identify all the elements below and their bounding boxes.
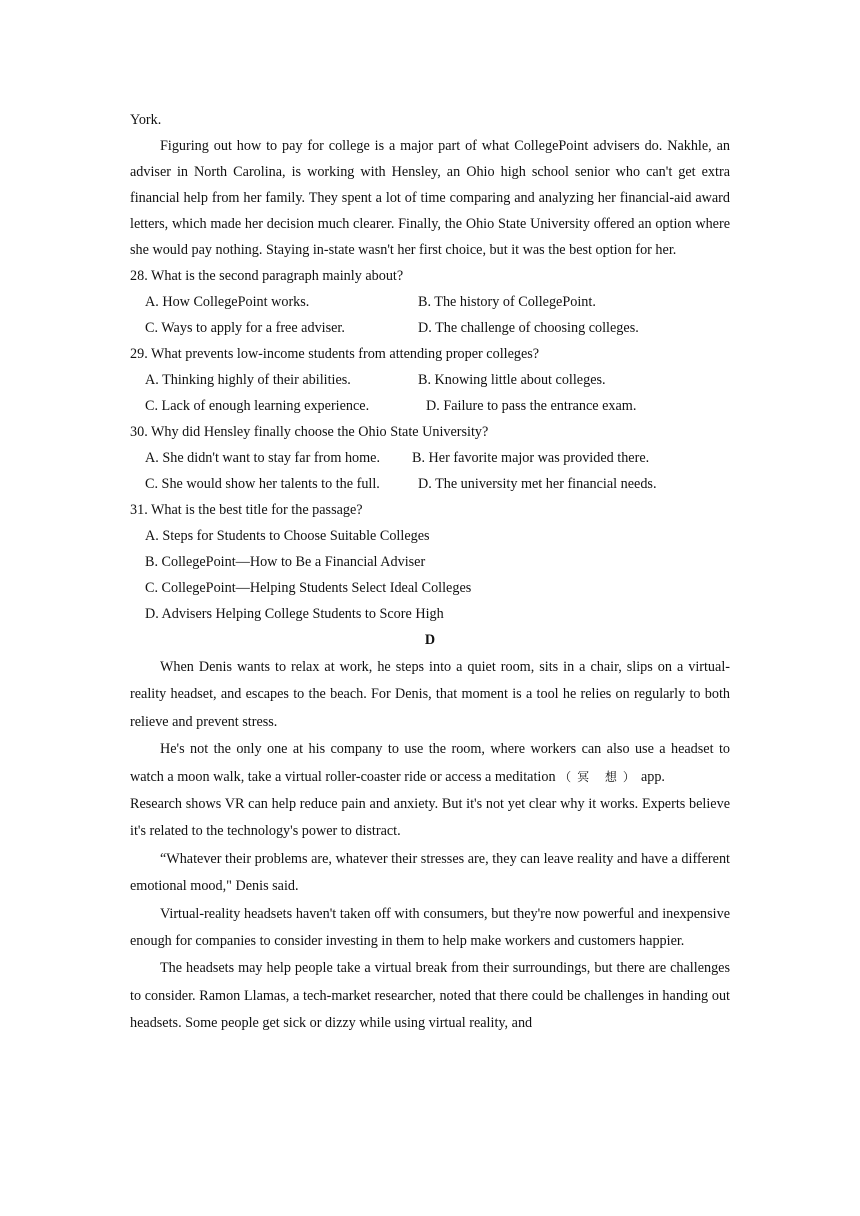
option-a: A. She didn't want to stay far from home. <box>145 450 381 466</box>
question-29 <box>130 341 730 419</box>
paragraph-2-continued: Research shows VR can help reduce pain and anxiety. But it's not yet clear why it works. Experts believe it's related to the technology's power to distract. <box>130 796 730 840</box>
paragraph-4: Virtual-reality headsets haven't taken off with consumers, but they're now powerful and inexpensive enough for companies to consider investing in them to help make workers and customers happier. <box>130 905 730 950</box>
question-28 <box>130 263 730 341</box>
section-heading: D <box>424 632 436 648</box>
option-a: A. Thinking highly of their abilities. <box>145 372 351 388</box>
paragraph-5: The headsets may help people take a virtual break from their surroundings, but there are challenges to consider. Ramon Llamas, a tech-market researcher, noted that there could be challenges in handing out headsets. Some people get sick or dizzy while using virtual reality, and <box>130 960 730 1032</box>
option-row <box>130 471 730 497</box>
option-b: B. The history of CollegePoint. <box>418 294 596 310</box>
option-d: D. The challenge of choosing colleges. <box>418 320 639 336</box>
question-stem: 31. What is the best title for the passage? <box>130 502 363 518</box>
option-row <box>130 315 730 341</box>
question-stem: 28. What is the second paragraph mainly about? <box>130 268 404 284</box>
question-stem: 29. What prevents low-income students from attending proper colleges? <box>130 346 540 362</box>
option-d: D. Failure to pass the entrance exam. <box>426 398 637 414</box>
option-row <box>130 367 730 393</box>
option-b: B. Her favorite major was provided there. <box>412 450 650 466</box>
option-row <box>130 445 730 471</box>
question-31 <box>130 497 730 627</box>
option-b: B. CollegePoint—How to Be a Financial Adviser <box>145 554 426 570</box>
paragraph-advisers: Figuring out how to pay for college is a major part of what CollegePoint advisers do. Nakhle, an adviser in North Carolina, is working with Hensley, an Ohio high school senior who can't get extra financial help from her family. They spent a lot of time comparing and analyzing her financial-aid award letters, which made her decision much clearer. Finally, the Ohio State University offered an option where she would pay nothing. Staying in-state wasn't her first choice, but it was the best option for her. <box>130 138 730 258</box>
paragraph-2-end: app. <box>640 768 665 785</box>
option-row <box>130 289 730 315</box>
question-stem: 30. Why did Hensley finally choose the Ohio State University? <box>130 424 489 440</box>
paragraph-1: When Denis wants to relax at work, he steps into a quiet room, sits in a chair, slips on a virtual-reality headset, and escapes to the beach. For Denis, that moment is a tool he relies on regularly to both relieve and prevent stress. <box>130 659 730 730</box>
option-b: B. Knowing little about colleges. <box>418 372 606 388</box>
question-30 <box>130 419 730 497</box>
option-a: A. Steps for Students to Choose Suitable Colleges <box>145 528 430 544</box>
paragraph-2 <box>130 736 730 791</box>
document-page <box>130 107 730 1038</box>
option-row <box>130 393 730 419</box>
option-d: D. Advisers Helping College Students to Score High <box>145 606 444 622</box>
section-d <box>130 627 730 1038</box>
meditation-gloss: （冥 想） <box>559 769 641 784</box>
option-d: D. The university met her financial needs. <box>418 476 657 492</box>
paragraph-2-text: He's not the only one at his company to use the room, where workers can also use a headset to watch a moon walk, take a virtual roller-coaster ride or access a meditation <box>130 741 730 785</box>
option-a: A. How CollegePoint works. <box>145 294 310 310</box>
option-c: C. Lack of enough learning experience. <box>145 398 370 414</box>
option-c: C. She would show her talents to the full. <box>145 476 380 492</box>
intro-tail: York. <box>130 112 162 128</box>
option-c: C. Ways to apply for a free adviser. <box>145 320 345 336</box>
paragraph-3: “Whatever their problems are, whatever their stresses are, they can leave reality and have a different emotional mood," Denis said. <box>130 850 730 895</box>
option-c: C. CollegePoint—Helping Students Select Ideal Colleges <box>145 580 472 596</box>
